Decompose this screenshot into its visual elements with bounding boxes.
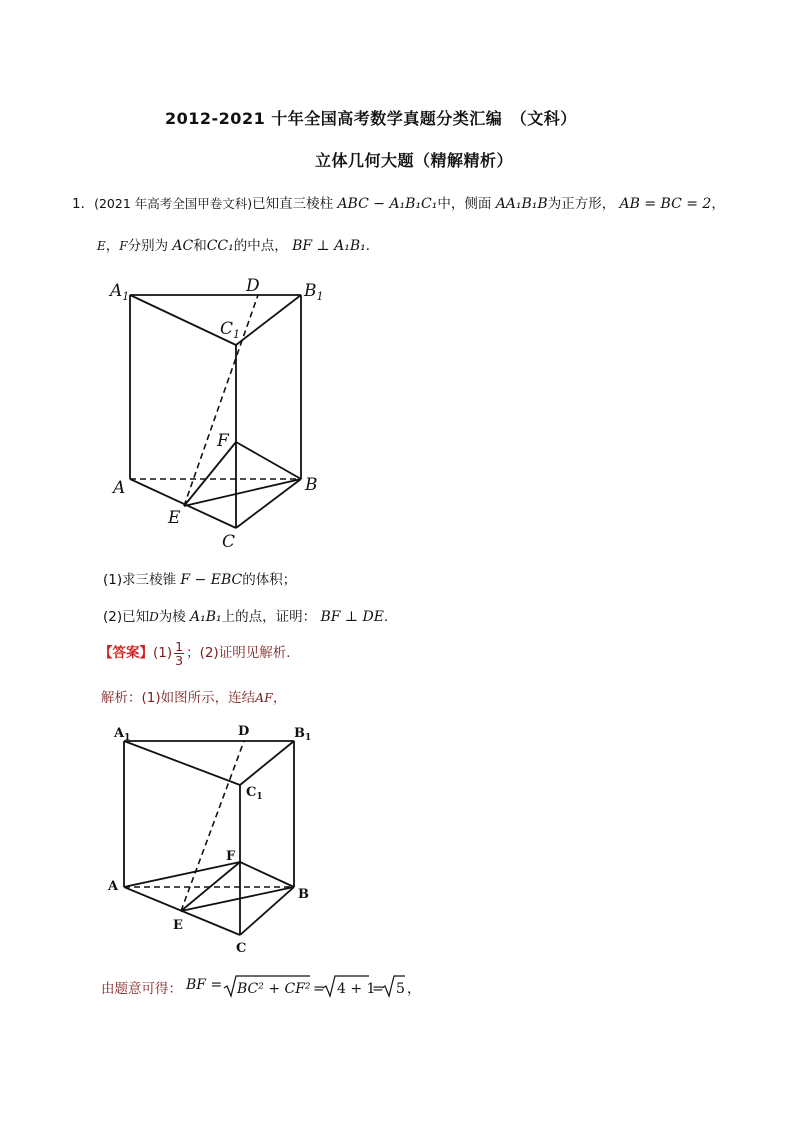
fig2-label-c: C (236, 941, 247, 956)
analysis-line-2-label: 由题意可得： (101, 981, 182, 997)
document-subtitle: 立体几何大题（精解精析） (315, 151, 514, 170)
stem-text: 和 (193, 238, 207, 254)
segment-ac: AC (172, 238, 194, 254)
condition-bf-perp: BF ⊥ A₁B₁ (292, 238, 366, 254)
fig2-label-a: A (108, 879, 119, 894)
stem-text: 的中点， (233, 238, 288, 254)
fig2-label-c1: $C_1$ (246, 785, 263, 802)
prism-figure-2 (105, 720, 320, 965)
answer-part-2: ；(2)证明见解析． (186, 645, 300, 661)
fig1-label-c1: $C_1$ (220, 319, 241, 341)
q2-point-d: D (149, 610, 159, 624)
q2-prefix: (2)已知 (103, 609, 150, 625)
stem-text: 中，侧面 (437, 196, 492, 212)
fraction-denominator: 3 (175, 652, 184, 668)
stem-text: 为正方形， (547, 196, 616, 212)
fig1-label-b1: $B_1$ (304, 281, 324, 303)
stem-text: ， (711, 196, 725, 212)
q2-text: 为棱 (158, 609, 186, 625)
stem-text: 已知直三棱柱 (252, 196, 334, 212)
fig2-label-b1: $B_1$ (294, 726, 312, 743)
fig1-label-a: A (113, 478, 126, 498)
stem-text: ． (365, 238, 380, 254)
fig1-label-e: E (168, 508, 181, 528)
analysis-line-1 (101, 686, 286, 706)
stem-text: ， (105, 238, 120, 254)
answer-line (99, 638, 300, 668)
answer-tag: 【答案】 (99, 645, 153, 661)
q2-math: BF ⊥ DE (320, 609, 384, 625)
q1-math: F − EBC (180, 572, 243, 588)
document-title: 2012-2021 十年全国高考数学真题分类汇编 （文科） (165, 109, 577, 128)
q1-prefix: (1)求三棱锥 (103, 572, 177, 588)
line-end-comma: ， (407, 981, 421, 997)
radicand-1: BC² + CF² (237, 981, 311, 997)
prism-name: ABC − A₁B₁C₁ (337, 196, 438, 212)
equals-2: = (372, 981, 384, 997)
fraction-numerator: 1 (175, 638, 184, 654)
point-e: E (97, 239, 106, 253)
problem-line-2 (97, 234, 379, 254)
prism-figure-1 (105, 272, 345, 552)
fig1-label-f: F (217, 431, 229, 451)
analysis-suffix: ， (272, 690, 287, 706)
answer-fraction (174, 640, 184, 667)
fig1-label-c: C (222, 532, 236, 552)
segment-cc1: CC₁ (206, 238, 234, 254)
problem-source: (2021 年高考全国甲卷文科) (94, 196, 253, 211)
radical-expression (222, 972, 462, 1002)
stem-text: 分别为 (127, 238, 169, 254)
analysis-af: AF (255, 690, 273, 705)
fig2-label-f: F (226, 849, 236, 864)
radicand-3: 5 (396, 981, 405, 997)
fig1-label-d: D (246, 276, 260, 296)
fig2-label-d: D (238, 724, 250, 739)
question-1 (103, 568, 296, 588)
problem-line-1 (72, 192, 725, 212)
condition-ab-bc: AB = BC = 2 (619, 196, 712, 212)
radicand-2: 4 + 1 (337, 981, 376, 997)
analysis-prefix: 解析：(1)如图所示，连结 (101, 690, 256, 706)
q2-text: 上的点，证明： (221, 609, 317, 625)
fig1-label-b: B (305, 475, 318, 495)
question-2 (103, 605, 397, 625)
face-name: AA₁B₁B (495, 196, 548, 212)
fig2-label-e: E (173, 918, 183, 933)
fig2-label-b: B (298, 887, 309, 902)
fig2-label-a1: $A_1$ (114, 726, 131, 743)
fig1-label-a1: $A_1$ (110, 281, 130, 303)
answer-part-1: (1) (153, 645, 173, 661)
analysis-bf-eq: BF = (186, 977, 223, 993)
point-f: F (119, 239, 128, 253)
q1-suffix: 的体积； (242, 572, 297, 588)
q2-suffix: ． (383, 609, 398, 625)
q2-edge: A₁B₁ (190, 609, 222, 625)
equals-1: = (313, 981, 325, 997)
problem-number: 1． (72, 196, 95, 212)
